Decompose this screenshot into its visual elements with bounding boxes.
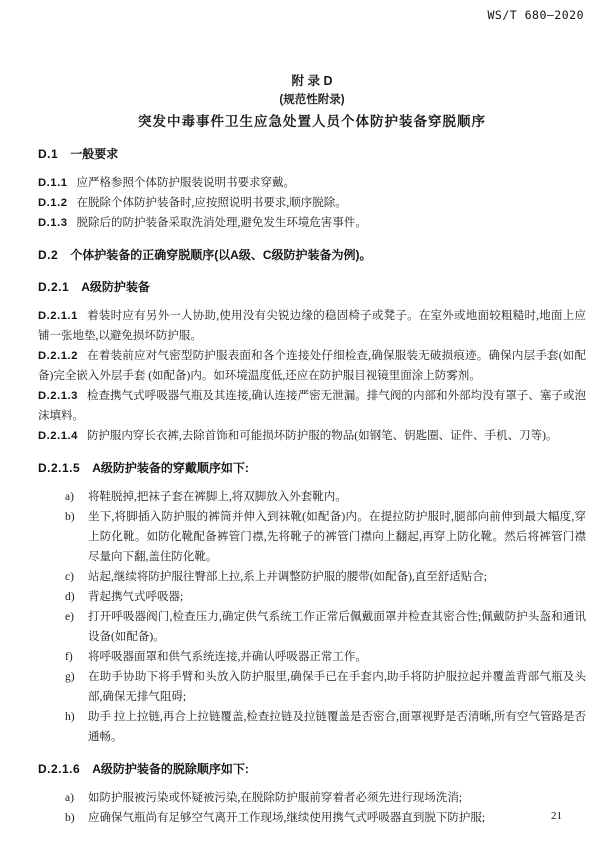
- heading-d2-1-5: [38, 458, 586, 478]
- list-item-marker: b): [65, 511, 75, 523]
- list-item: [38, 647, 586, 667]
- clause-d1-2: [38, 193, 586, 213]
- list-item-text: 如防护服被污染或怀疑被污染,在脱除防护服前穿着者必须先进行现场洗消;: [88, 792, 463, 804]
- clause-d2-1-3: [38, 386, 586, 426]
- doffing-steps-list: [38, 788, 586, 828]
- donning-steps-list: [38, 487, 586, 747]
- clause-text: 脱除后的防护装备采取洗消处理,避免发生环境危害事件。: [76, 217, 367, 229]
- list-item-marker: b): [65, 812, 75, 824]
- list-item-marker: a): [65, 792, 74, 804]
- list-item-text: 在助手协助下将手臂和头放入防护服里,确保手已在手套内,助手将防护服拉起并覆盖背部气瓶及头部,确保无排气阻碍;: [88, 671, 586, 703]
- heading-d2-1: [38, 277, 586, 297]
- list-item: [38, 587, 586, 607]
- heading-text: A级防护装备: [81, 280, 150, 294]
- heading-text: 一般要求: [70, 147, 119, 161]
- clause-number: D.2.1.3: [38, 390, 78, 402]
- clause-d2-1-1: [38, 306, 586, 346]
- list-item-text: 助手 拉上拉链,再合上拉链覆盖,检查拉链及拉链覆盖是否密合,面罩视野是否清晰,所有空气管路是否通畅。: [88, 711, 586, 743]
- heading-number: D.2: [38, 248, 59, 262]
- clause-number: D.1.3: [38, 217, 68, 229]
- list-item-marker: h): [65, 711, 75, 723]
- heading-number: D.2.1: [38, 280, 70, 294]
- page-number: 21: [551, 810, 562, 822]
- list-item-text: 应确保气瓶尚有足够空气离开工作现场,继续使用携气式呼吸器直到脱下防护服;: [88, 812, 486, 824]
- list-item: [38, 507, 586, 567]
- list-item: [38, 667, 586, 707]
- list-item-marker: d): [65, 591, 75, 603]
- clause-d1-3: [38, 213, 586, 233]
- list-item: [38, 607, 586, 647]
- heading-text: A级防护装备的穿戴顺序如下:: [92, 461, 249, 475]
- list-item-text: 背起携气式呼吸器;: [88, 591, 184, 603]
- clause-text: 应严格参照个体防护服装说明书要求穿戴。: [76, 177, 296, 189]
- clause-d2-1-4: [38, 426, 586, 446]
- list-item-text: 将鞋脱掉,把袜子套在裤脚上,将双脚放入外套靴内。: [88, 491, 347, 503]
- appendix-title-block: [38, 72, 586, 132]
- heading-d1: [38, 144, 586, 164]
- document-number: WS/T 680—2020: [487, 8, 584, 22]
- list-item-text: 站起,继续将防护服往臀部上拉,系上并调整防护服的腰带(如配备),直至舒适贴合;: [88, 571, 487, 583]
- clause-number: D.1.1: [38, 177, 68, 189]
- list-item-text: 将呼吸器面罩和供气系统连接,并确认呼吸器正常工作。: [88, 651, 367, 663]
- list-item: [38, 707, 586, 747]
- list-item: [38, 567, 586, 587]
- heading-d2-1-6: [38, 759, 586, 779]
- heading-d2: [38, 245, 586, 265]
- list-item-text: 坐下,将脚插入防护服的裤筒并伸入到袜靴(如配备)内。在提拉防护服时,腿部向前伸到最大幅度,穿上防化靴。如防化靴配备裤管门襟,先将靴子的裤管门襟向上翻起,再穿上防化靴。然后将裤管门襟尽量向下翻,盖住防化靴。: [88, 511, 586, 563]
- clause-text: 着装时应有另外一人协助,使用没有尖锐边缘的稳固椅子或凳子。在室外或地面较粗糙时,地面上应铺一张地垫,以避免损坏防护服。: [38, 310, 586, 342]
- appendix-label: 附 录 D: [291, 74, 333, 88]
- list-item: [38, 788, 586, 808]
- heading-number: D.1: [38, 147, 59, 161]
- appendix-title: 突发中毒事件卫生应急处置人员个体防护装备穿脱顺序: [138, 114, 486, 129]
- heading-number: D.2.1.5: [38, 461, 81, 475]
- appendix-normative-note: (规范性附录): [279, 94, 345, 106]
- heading-number: D.2.1.6: [38, 762, 81, 776]
- list-item: [38, 808, 586, 828]
- clause-number: D.2.1.4: [38, 430, 78, 442]
- clause-text: 防护服内穿长衣裤,去除首饰和可能损坏防护服的物品(如钢笔、钥匙圈、证件、手机、刀等)。: [86, 430, 558, 442]
- list-item-text: 打开呼吸器阀门,检查压力,确定供气系统工作正常后佩戴面罩并检查其密合性;佩戴防护头盔和通讯设备(如配备)。: [88, 611, 586, 643]
- clause-d2-1-2: [38, 346, 586, 386]
- clause-number: D.2.1.1: [38, 310, 78, 322]
- heading-text: 个体护装备的正确穿脱顺序(以A级、C级防护装备为例)。: [70, 248, 372, 262]
- clause-d1-1: [38, 173, 586, 193]
- list-item-marker: e): [65, 611, 74, 623]
- clause-number: D.2.1.2: [38, 350, 78, 362]
- clause-text: 在脱除个体防护装备时,应按照说明书要求,顺序脱除。: [76, 197, 347, 209]
- list-item-marker: f): [65, 651, 73, 663]
- list-item-marker: g): [65, 671, 75, 683]
- list-item-marker: c): [65, 571, 74, 583]
- clause-number: D.1.2: [38, 197, 68, 209]
- list-item: [38, 487, 586, 507]
- heading-text: A级防护装备的脱除顺序如下:: [92, 762, 249, 776]
- clause-text: 检查携气式呼吸器气瓶及其连接,确认连接严密无泄漏。排气阀的内部和外部均没有罩子、塞子或泡沫填料。: [38, 390, 586, 422]
- clause-text: 在着装前应对气密型防护服表面和各个连接处仔细检查,确保服装无破损痕迹。确保内层手套(如配备)完全嵌入外层手套 (如配备)内。如环境温度低,还应在防护服目视镜里面涂上防雾剂。: [38, 350, 586, 382]
- list-item-marker: a): [65, 491, 74, 503]
